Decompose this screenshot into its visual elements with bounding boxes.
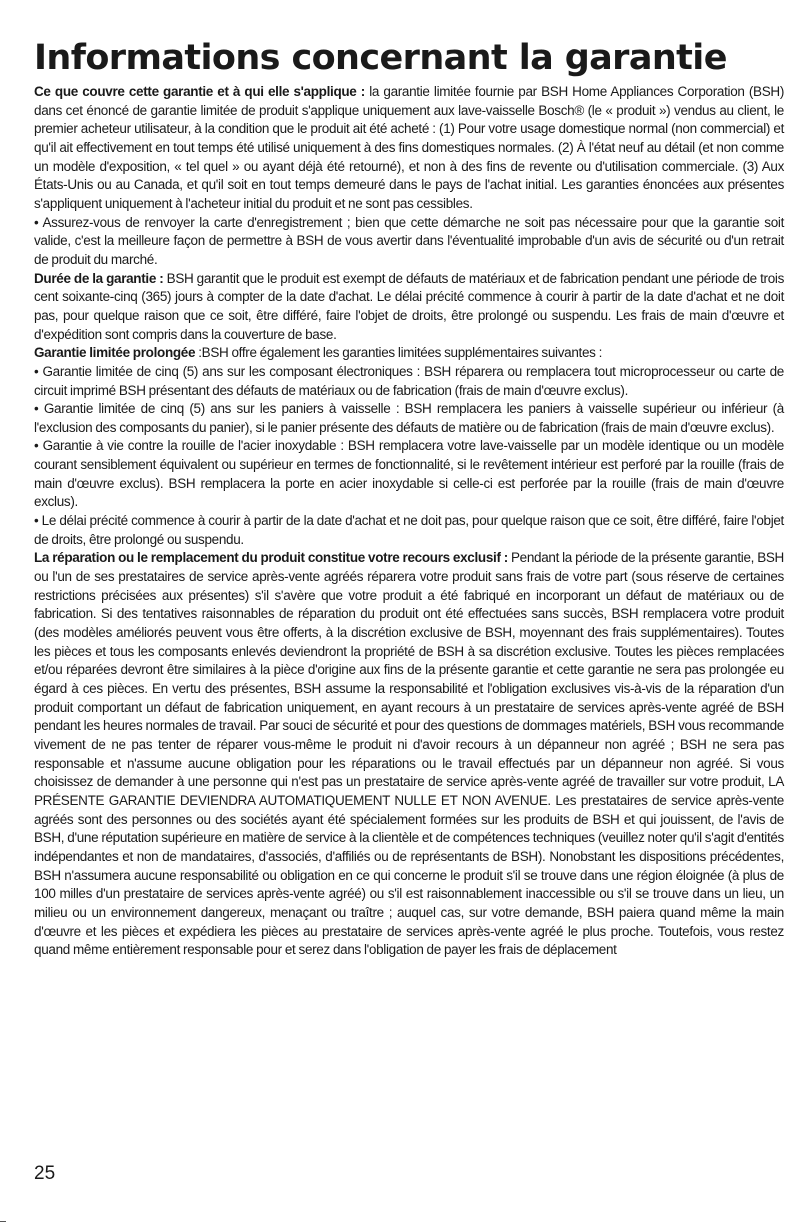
section-text: • Le délai précité commence à courir à partir de la date d'achat et ne doit pas, pour quelque raison que ce soit, être différé, faire l'objet de droits, être prolongé ou suspendu. bbox=[34, 513, 784, 547]
section-text: la garantie limitée fournie par BSH Home Appliances Corporation (BSH) dans cet énoncé de garantie limitée de produit s'applique uniquement aux lave-vaisselle Bosch® (le « produit ») vendus au client, le premier acheteur utilisateur, à la condition que le produit ait été acheté : (1) Pour votre usage domestique normal (non commercial) et qu'il ait effectivement en tout temps été utilisé uniquement à des fins domestiques normales. (2) À l'état neuf au détail (et non comme un modèle d'exposition, « tel quel » ou ayant déjà été retourné), et non à des fins de revente ou d'utilisation commerciale. (3) Aux États-Unis ou au Canada, et qu'il soit en tout temps demeuré dans le pays de l'achat initial. Les garanties énoncées aux présentes s'appliquent uniquement à l'acheteur initial du produit et ne sont pas cessibles. bbox=[34, 84, 784, 211]
crop-mark bbox=[0, 1221, 6, 1222]
section-text: BSH garantit que le produit est exempt de défauts de matériaux et de fabrication pendant une période de trois cent soixante-cinq (365) jours à compter de la date d'achat. Le délai précité commence à courir à partir de la date d'achat et ne doit pas, pour quelque raison que ce soit, être différé, faire l'objet de droits, être prolongé ou suspendu. Les frais de main d'œuvre et d'expédition sont compris dans la couverture de base. bbox=[34, 270, 784, 342]
section-text: :BSH offre également les garanties limitées supplémentaires suivantes : bbox=[195, 345, 603, 361]
bullet-period-start bbox=[34, 512, 784, 549]
section-duration bbox=[34, 270, 784, 345]
section-text: Pendant la période de la présente garantie, BSH ou l'un de ses prestataires de service après-vente agréés réparera votre produit sans frais de votre part (sous réserve de certaines restrictions précisées aux présentes) s'il s'avère que votre produit a été fabriqué en incorporant un défaut de matériaux ou de fabrication. Si des tentatives raisonnables de réparation du produit ont été effectuées sans succès, BSH remplacera votre produit (des modèles améliorés peuvent vous être offerts, à la discrétion exclusive de BSH, moyennant des frais supplémentaires). Toutes les pièces et tous les composants enlevés deviendront la propriété de BSH à sa discrétion exclusive. Toutes les pièces remplacées et/ou réparées devront être similaires à la pièce d'origine aux fins de la présente garantie et cette garantie ne sera pas prolongée eu égard à ces pièces. En vertu des présentes, BSH assume la responsabilité et l'obligation exclusives vis-à-vis de la réparation d'un produit comportant un défaut de fabrication uniquement, en ayant recours à un prestataire de services après-vente agréé de BSH pendant les heures normales de travail. Par souci de sécurité et pour des questions de dommages matériels, BSH vous recommande vivement de ne pas tenter de réparer vous-même le produit ni d'avoir recours à un dépanneur non agréé ; BSH ne sera pas responsable et n'assume aucune obligation pour les réparations ou le travail effectués par un dépanneur non agréé. Si vous choisissez de demander à une personne qui n'est pas un prestataire de service après-vente agréé de travailler sur votre produit, LA PRÉSENTE GARANTIE DEVIENDRA AUTOMATIQUEMENT NULLE ET NON AVENUE. Les prestataires de service après-vente agréés sont des personnes ou des sociétés ayant été spécialement formées sur les produits de BSH et qui jouissent, de l'avis de BSH, d'une réputation supérieure en matière de service à la clientèle et de compétences techniques (veuillez noter qu'il s'agit d'entités indépendantes et non de mandataires, d'associés, d'affiliés ou de représentants de BSH). Nonobstant les dispositions précédentes, BSH n'assumera aucune responsabilité ou obligation en ce qui concerne le produit s'il se trouve dans une région éloignée (à plus de 100 milles d'un prestataire de services après-vente agréé) ou s'il est raisonnablement inaccessible ou s'il se trouve dans un lieu, un milieu ou un environnement dangereux, menaçant ou traître ; auquel cas, sur votre demande, BSH paiera quand même la main d'œuvre et les pièces et expédiera les pièces au prestataire de services après-vente agréé le plus proche. Toutefois, vous restez quand même entièrement responsable pour et serez dans l'obligation de payer les frais de déplacement bbox=[34, 550, 784, 958]
section-heading: Garantie limitée prolongée bbox=[34, 345, 196, 361]
page-number: 25 bbox=[34, 1163, 56, 1184]
bullet-racks bbox=[34, 400, 784, 437]
section-heading: Durée de la garantie : bbox=[34, 270, 164, 286]
bullet-stainless-rust bbox=[34, 437, 784, 512]
section-text: • Garantie limitée de cinq (5) ans sur les paniers à vaisselle : BSH remplacera les paniers à vaisselle supérieur ou inférieur (à l'exclusion des composants du panier), si le panier présente des défauts de matière ou de fabrication (frais de main d'œuvre exclus). bbox=[34, 401, 784, 435]
warranty-body bbox=[34, 83, 784, 960]
section-text: • Assurez-vous de renvoyer la carte d'enregistrement ; bien que cette démarche ne soit pas nécessaire pour que la garantie soit valide, c'est la meilleure façon de permettre à BSH de vous avertir dans l'éventualité improbable d'un avis de sécurité ou d'un retrait de produit du marché. bbox=[34, 214, 784, 267]
section-heading: La réparation ou le remplacement du produit constitue votre recours exclusif : bbox=[34, 550, 508, 566]
section-text: • Garantie limitée de cinq (5) ans sur les composant électroniques : BSH réparera ou remplacera tout microprocesseur ou carte de circuit imprimé BSH présentant des défauts de matériaux ou de fabrication (frais de main d'œuvre exclus). bbox=[34, 363, 784, 398]
section-exclusive-remedy bbox=[34, 549, 784, 959]
page-title: Informations concernant la garantie bbox=[34, 38, 727, 78]
bullet-registration-card bbox=[34, 214, 784, 270]
section-heading: Ce que couvre cette garantie et à qui elle s'applique : bbox=[34, 84, 365, 99]
section-coverage bbox=[34, 83, 784, 214]
bullet-electronics bbox=[34, 363, 784, 400]
section-extended-warranty bbox=[34, 344, 784, 363]
section-text: • Garantie à vie contre la rouille de l'acier inoxydable : BSH remplacera votre lave-vaisselle par un modèle identique ou un modèle courant sensiblement équivalent ou supérieur en termes de fonctionnalité, si le revêtement intérieur est perforé par la rouille (frais de main d'œuvre exclus). BSH remplacera la porte en acier inoxydable si celle-ci est perforée par la rouille (frais de main d'œuvre exclus). bbox=[34, 438, 784, 510]
